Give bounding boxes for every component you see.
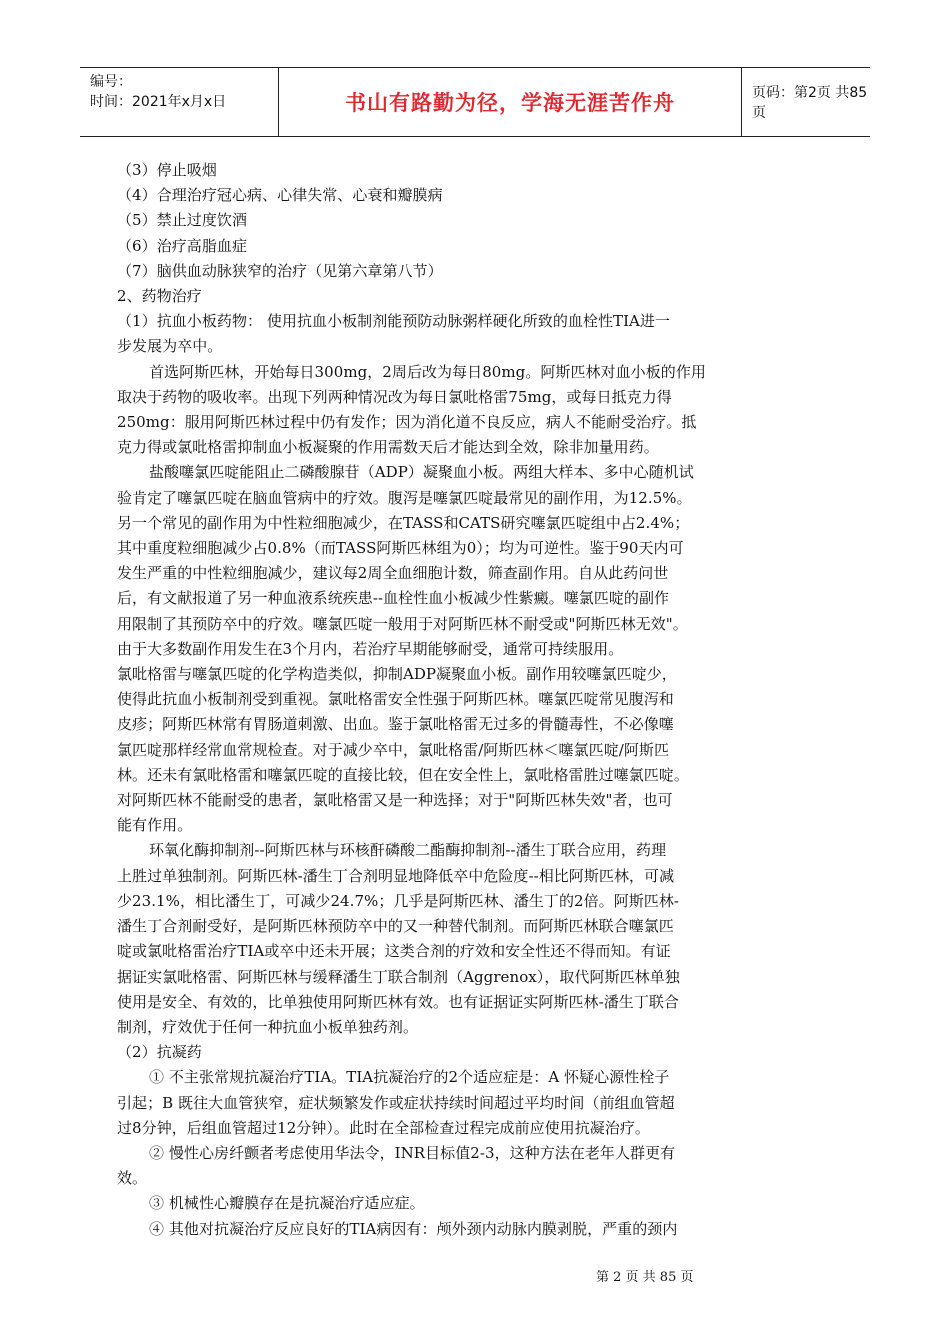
text-line: 其中重度粒细胞减少占0.8%（而TASS阿斯匹林组为0）；均为可逆性。鉴于90天内可 xyxy=(117,539,684,558)
motto-text: 书山有路勤为径，学海无涯苦作舟 xyxy=(345,91,675,115)
document-number: 编号： xyxy=(90,74,132,90)
text-line: （1）抗血小板药物： 使用抗血小板制剂能预防动脉粥样硬化所致的血栓性TIA进一 xyxy=(117,312,671,331)
text-line: 后，有文献报道了另一种血液系统疾患--血栓性血小板减少性紫癜。噻氯匹啶的副作 xyxy=(117,589,670,608)
section-heading: （2）抗凝药 xyxy=(117,1043,202,1062)
text-line: 制剂，疗效优于任何一种抗血小板单独药剂。 xyxy=(117,1017,419,1036)
text-line: 克力得或氯吡格雷抑制血小板凝聚的作用需数天后才能达到全效，除非加量用药。 xyxy=(117,438,659,457)
text-line: （7）脑供血动脉狭窄的治疗（见第六章第八节） xyxy=(117,261,443,280)
text-line: 上胜过单独制剂。阿斯匹林-潘生丁合剂明显地降低卒中危险度--相比阿斯匹林，可减 xyxy=(117,866,675,885)
text-line: 据证实氯吡格雷、阿斯匹林与缓释潘生丁联合制剂（Aggrenox），取代阿斯匹林单独 xyxy=(117,967,680,986)
document-body xyxy=(117,158,837,1242)
text-line: 氯匹啶那样经常血常规检查。对于减少卒中，氯吡格雷/阿斯匹林＜噻氯匹啶/阿斯匹 xyxy=(117,740,670,759)
header-motto-cell xyxy=(278,68,742,136)
text-line: 啶或氯吡格雷治疗TIA或卒中还未开展；这类合剂的疗效和安全性还不得而知。有证 xyxy=(117,942,671,961)
text-line: （5）禁止过度饮酒 xyxy=(117,211,247,230)
text-line: 另一个常见的副作用为中性粒细胞减少，在TASS和CATS研究噻氯匹啶组中占2.4%； xyxy=(117,513,690,532)
text-line: 250mg：服用阿斯匹林过程中仍有发作；因为消化道不良反应，病人不能耐受治疗。抵 xyxy=(117,413,697,432)
text-line: 盐酸噻氯匹啶能阻止二磷酸腺苷（ADP）凝聚血小板。两组大样本、多中心随机试 xyxy=(149,463,694,482)
header-meta xyxy=(90,72,270,112)
text-line: 发生严重的中性粒细胞减少，建议每2周全血细胞计数，筛查副作用。自从此药问世 xyxy=(117,564,669,583)
text-line: 皮疹；阿斯匹林常有胃肠道刺激、出血。鉴于氯吡格雷无过多的骨髓毒性，不必像噻 xyxy=(117,715,674,734)
text-line: 潘生丁合剂耐受好，是阿斯匹林预防卒中的又一种替代制剂。而阿斯匹林联合噻氯匹 xyxy=(117,917,674,936)
text-line: 林。还未有氯吡格雷和噻氯匹啶的直接比较，但在安全性上，氯吡格雷胜过噻氯匹啶。 xyxy=(117,765,689,784)
header-page-info: 页码：第2页 共85页 xyxy=(752,85,868,121)
section-heading: 2、药物治疗 xyxy=(117,287,202,306)
text-line: 环氧化酶抑制剂--阿斯匹林与环核酐磷酸二酯酶抑制剂--潘生丁联合应用，药理 xyxy=(149,841,667,860)
text-line: 过8分钟，后组血管超过12分钟）。此时在全部检查过程完成前应使用抗凝治疗。 xyxy=(117,1118,650,1137)
text-line: 首选阿斯匹林，开始每日300mg，2周后改为每日80mg。阿斯匹林对血小板的作用 xyxy=(149,362,706,381)
page-footer: 第 2 页 共 85 页 xyxy=(596,1270,694,1285)
text-line: ① 不主张常规抗凝治疗TIA。TIA抗凝治疗的2个适应症是：A 怀疑心源性栓子 xyxy=(149,1068,670,1087)
text-line: （3）停止吸烟 xyxy=(117,161,217,179)
text-line: 少23.1%，相比潘生丁，可减少24.7%；几乎是阿斯匹林、潘生丁的2倍。阿斯匹林- xyxy=(117,891,680,910)
text-line: 能有作用。 xyxy=(117,816,193,835)
text-line: ③ 机械性心瓣膜存在是抗凝治疗适应症。 xyxy=(149,1194,425,1213)
text-line: 效。 xyxy=(117,1169,148,1188)
text-line: 氯吡格雷与噻氯匹啶的化学构造类似，抑制ADP凝聚血小板。副作用较噻氯匹啶少， xyxy=(117,665,677,684)
text-line: 使得此抗血小板制剂受到重视。氯吡格雷安全性强于阿斯匹林。噻氯匹啶常见腹泻和 xyxy=(117,690,674,709)
page-header xyxy=(80,67,870,137)
text-line: 由于大多数副作用发生在3个月内，若治疗早期能够耐受，通常可持续服用。 xyxy=(117,639,624,658)
text-line: 对阿斯匹林不能耐受的患者，氯吡格雷又是一种选择；对于"阿斯匹林失效"者，也可 xyxy=(117,791,673,810)
document-date: 时间：2021年x月x日 xyxy=(90,94,227,110)
text-line: ④ 其他对抗凝治疗反应良好的TIA病因有：颅外颈内动脉内膜剥脱，严重的颈内 xyxy=(149,1219,678,1238)
text-line: （6）治疗高脂血症 xyxy=(117,236,247,255)
text-line: ② 慢性心房纤颤者考虑使用华法令，INR目标值2-3，这种方法在老年人群更有 xyxy=(149,1143,676,1162)
text-line: 验肯定了噻氯匹啶在脑血管病中的疗效。腹泻是噻氯匹啶最常见的副作用，为12.5%。 xyxy=(117,488,692,507)
text-line: 使用是安全、有效的，比单独使用阿斯匹林有效。也有证据证实阿斯匹林-潘生丁联合 xyxy=(117,992,679,1011)
text-line: 引起；B 既往大血管狭窄，症状频繁发作或症状持续时间超过平均时间（前组血管超 xyxy=(117,1093,675,1112)
text-line: 用限制了其预防卒中的疗效。噻氯匹啶一般用于对阿斯匹林不耐受或"阿斯匹林无效"。 xyxy=(117,614,688,633)
text-line: 取决于药物的吸收率。出现下列两种情况改为每日氯吡格雷75mg，或每日抵克力得 xyxy=(117,387,672,406)
text-line: 步发展为卒中。 xyxy=(117,337,223,356)
text-line: （4）合理治疗冠心病、心律失常、心衰和瓣膜病 xyxy=(117,186,443,205)
